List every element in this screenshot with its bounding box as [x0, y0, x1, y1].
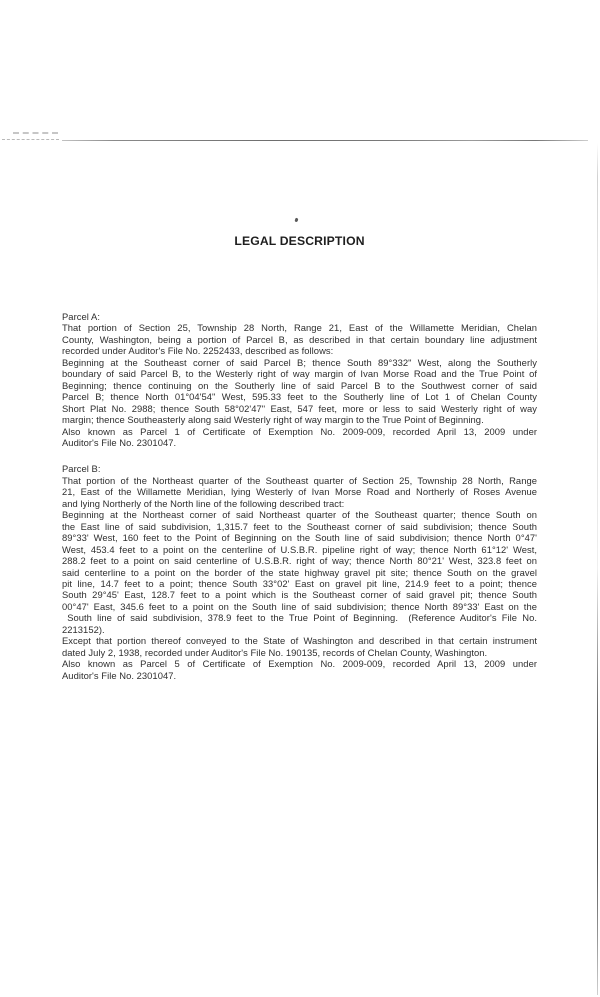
section-parcel-b — [62, 463, 537, 681]
text-line: said centerline to a point on the border of the state highway gravel pit site; thence South on the gravel — [62, 566, 537, 578]
text-line: Parcel B: — [62, 463, 101, 475]
text-line: 288.2 feet to a point on said centerline of U.S.B.R. right of way; thence North 80°21' West, 323.8 feet on — [62, 555, 537, 567]
text-line: Auditor's File No. 2301047. — [62, 669, 177, 681]
text-line: Except that portion thereof conveyed to the State of Washington and described in that certain instrument — [62, 635, 537, 647]
text-line: Short Plat No. 2988; thence South 58°02'47" East, 547 feet, more or less to said Westerly right of way — [62, 402, 537, 414]
paragraph — [62, 426, 537, 449]
text-line: the East line of said subdivision, 1,315.7 feet to the Southeast corner of said subdivision; thence South — [62, 520, 537, 532]
horizontal-rule — [62, 140, 588, 141]
text-line: recorded under Auditor's File No. 2252433, described as follows: — [62, 345, 334, 357]
text-line: dated July 2, 1938, recorded under Auditor's File No. 190135, records of Chelan County, Washington. — [62, 646, 488, 658]
paragraph — [62, 311, 537, 322]
scan-dash-mark — [13, 132, 58, 134]
text-line: That portion of the Northeast quarter of the Southeast quarter of Section 25, Township 28 North, Range — [62, 474, 537, 486]
text-line: 89°33' West, 160 feet to the Point of Beginning on the South line of said subdivision; thence North 0°47' — [62, 532, 537, 544]
text-line: boundary of said Parcel B, to the Westerly right of way margin of Ivan Morse Road and the True Point of — [62, 368, 537, 380]
text-line: Auditor's File No. 2301047. — [62, 436, 177, 448]
paragraph — [62, 322, 537, 356]
text-line: margin; thence Southeasterly along said Westerly right of way margin to the True Point of Beginning. — [62, 414, 484, 426]
text-line: Beginning at the Northeast corner of said Northeast quarter of the Southeast quarter; thence South on — [62, 509, 537, 521]
text-line: West, 453.4 feet to a point on the centerline of U.S.B.R. pipeline right of way; thence North 61°12' West, — [62, 543, 537, 555]
text-line: Beginning; thence continuing on the Southerly line of said Parcel B to the Southwest corner of said — [62, 379, 537, 391]
text-line: Parcel B; thence North 01°04'54" West, 595.33 feet to the Southerly line of Lot 1 of Chelan County — [62, 391, 537, 403]
text-line: Also known as Parcel 5 of Certificate of Exemption No. 2009-009, recorded April 13, 2009 under — [62, 658, 537, 670]
text-line: County, Washington, being a portion of Parcel B, as described in that certain boundary line adjustment — [62, 333, 537, 345]
legal-text-block — [62, 311, 537, 681]
text-line: Also known as Parcel 1 of Certificate of Exemption No. 2009-009, recorded April 13, 2009 under — [62, 425, 537, 437]
text-line: That portion of Section 25, Township 28 North, Range 21, East of the Willamette Meridian, Chelan — [62, 322, 537, 334]
paragraph — [62, 635, 537, 658]
page-title: LEGAL DESCRIPTION — [234, 234, 365, 248]
text-line: pit line, 14.7 feet to a point; thence South 33°02' East on gravel pit line, 214.9 feet to a point; thence — [62, 577, 537, 589]
paragraph — [62, 509, 537, 635]
text-line: 00°47' East, 345.6 feet to a point on the South line of said subdivision; thence North 89°33' East on the — [62, 600, 537, 612]
text-line: 2213152). — [62, 623, 105, 635]
scan-dotted-mark — [2, 139, 59, 140]
paragraph — [62, 463, 537, 474]
paragraph — [62, 357, 537, 426]
text-line: South 29°45' East, 128.7 feet to a point which is the Southeast corner of said gravel pit; thence South — [62, 589, 537, 601]
paragraph — [62, 475, 537, 509]
page-edge-scan-line — [597, 143, 599, 995]
text-line: Parcel A: — [62, 311, 100, 322]
text-line: 21, East of the Willamette Meridian, lying Westerly of Ivan Morse Road and Northerly of Roses Avenue — [62, 486, 537, 498]
text-line: and lying Northerly of the North line of the following described tract: — [62, 497, 345, 509]
paragraph — [62, 658, 537, 681]
text-line: Beginning at the Southeast corner of said Parcel B; thence South 89°332" West, along the Southerly — [62, 356, 537, 368]
section-parcel-a — [62, 311, 537, 448]
scan-speck — [294, 218, 298, 223]
text-line: South line of said subdivision, 378.9 feet to the True Point of Beginning. (Reference Auditor's File No. — [62, 612, 537, 624]
